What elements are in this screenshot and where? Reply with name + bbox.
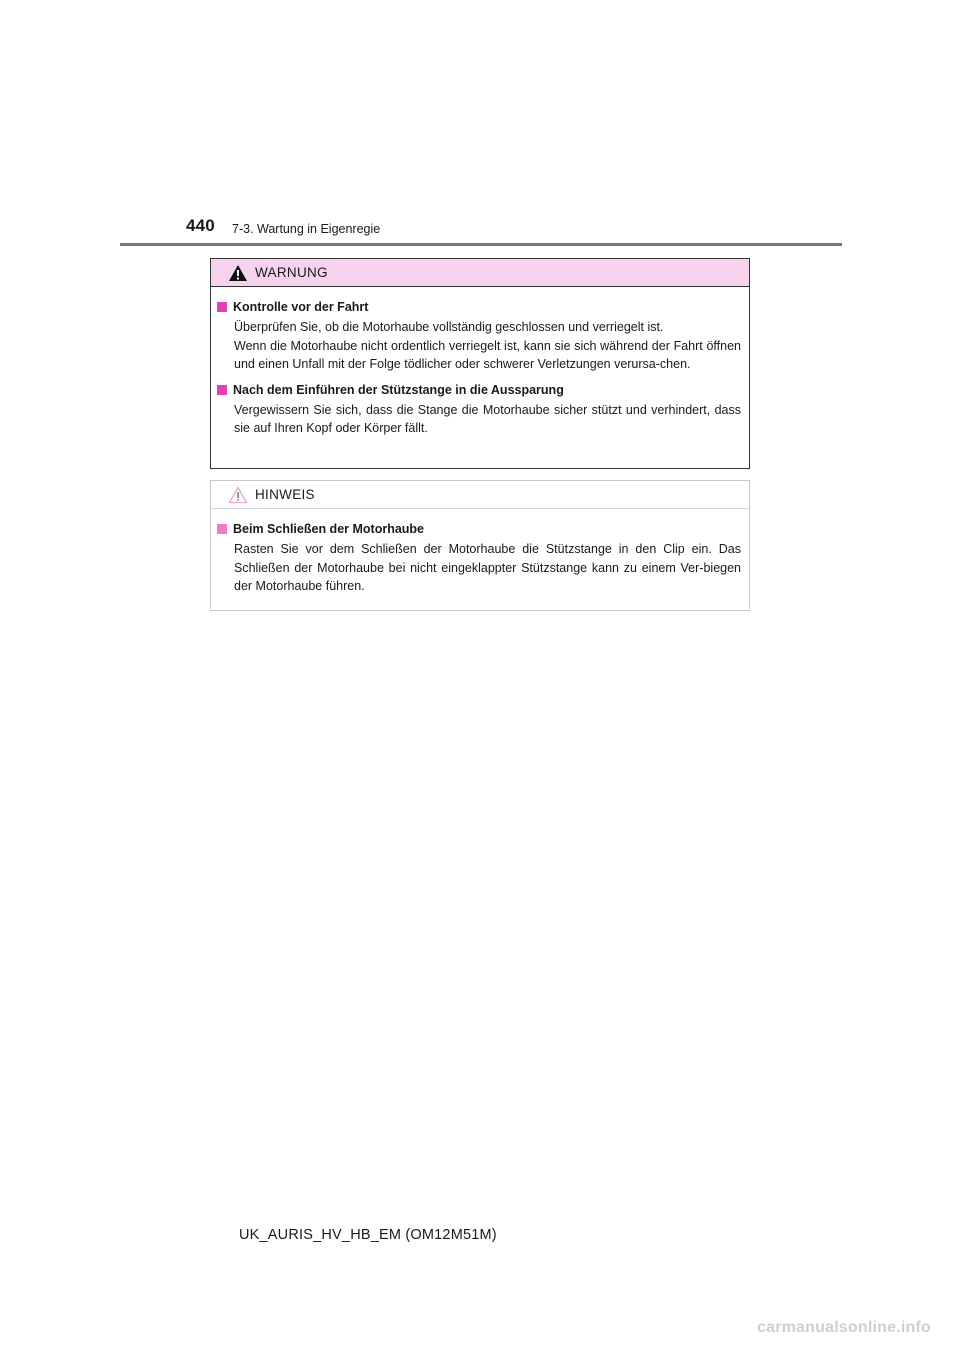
- notice-box: [210, 480, 750, 611]
- caution-triangle-icon: [228, 486, 248, 504]
- warning-item-title: Kontrolle vor der Fahrt: [217, 298, 741, 316]
- warning-triangle-icon: [228, 264, 248, 282]
- warning-item-title: Nach dem Einführen der Stützstange in die Aussparung: [217, 381, 741, 399]
- section-title: 7-3. Wartung in Eigenregie: [232, 222, 381, 236]
- bullet-square-icon: [217, 302, 227, 312]
- document-code: UK_AURIS_HV_HB_EM (OM12M51M): [239, 1227, 497, 1243]
- bullet-square-icon: [217, 524, 227, 534]
- warning-box: [210, 258, 750, 469]
- notice-paragraph: Rasten Sie vor dem Schließen der Motorhaube die Stützstange in den Clip ein. Das Schließen der Motorhaube bei nicht eingeklappter Stützstange kann zu einem Ver-biegen der Motorhaube führen.: [234, 542, 741, 593]
- warning-label: WARNUNG: [255, 265, 328, 280]
- warning-paragraph: Wenn die Motorhaube nicht ordentlich verriegelt ist, kann sie sich während der Fahrt öffnen und einen Unfall mit der Folge tödlicher oder schwerer Verletzungen verursa-chen.: [234, 338, 741, 371]
- header-rule: [120, 243, 842, 246]
- page-number: 440: [186, 216, 215, 235]
- warning-paragraph: Überprüfen Sie, ob die Motorhaube vollständig geschlossen und verriegelt ist.: [234, 320, 664, 334]
- bullet-square-icon: [217, 385, 227, 395]
- notice-label: HINWEIS: [255, 487, 315, 502]
- notice-item-title: Beim Schließen der Motorhaube: [217, 520, 741, 538]
- warning-paragraph: Vergewissern Sie sich, dass die Stange die Motorhaube sicher stützt und verhindert, dass sie auf Ihren Kopf oder Körper fällt.: [234, 402, 741, 435]
- watermark: carmanualsonline.info: [757, 1319, 932, 1336]
- notice-header: [211, 481, 749, 509]
- warning-header: [211, 259, 749, 287]
